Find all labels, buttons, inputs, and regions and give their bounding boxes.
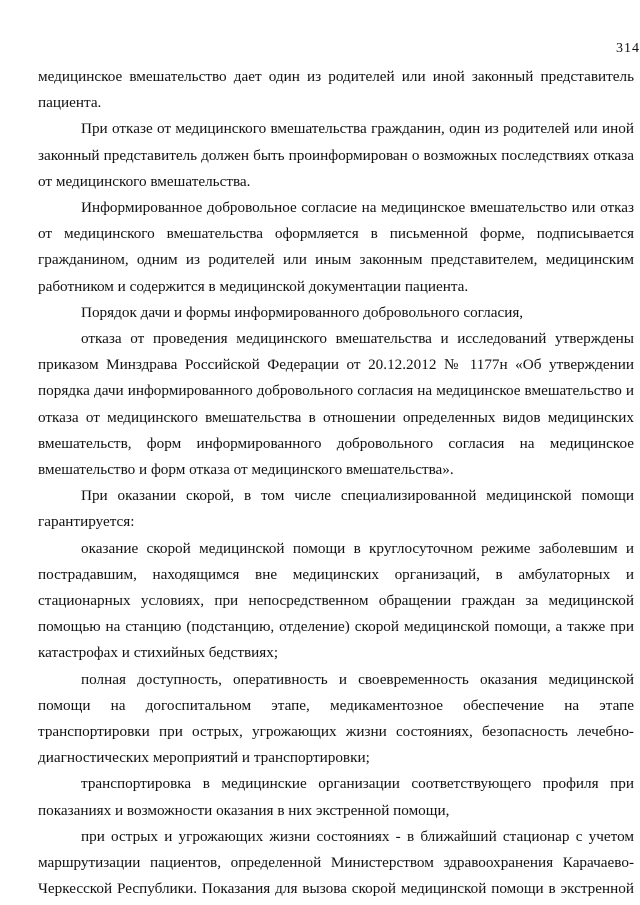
paragraph-consent-procedure: Порядок дачи и формы информированного добровольного согласия, [81,303,524,321]
paragraph-emergency-care-guarantees: При оказании скорой, в том числе специализированной медицинской помощи гарантируется: [38,487,634,531]
paragraph-informed-consent-form: Информированное добровольное согласие на медицинское вмешательство или отказ от медицинского вмешательства оформляется в письменной форме, подписывается гражданином, одним из родителей или иным законным представителем, медицинским работником и содержится в медицинской документации пациента. [38,199,634,295]
paragraph-availability: полная доступность, оперативность и своевременность оказания медицинской помощи на догоспитальном этапе, медикаментозное обеспечение на этапе транспортировки при острых, угрожающих жизни состояниях, безопасность лечебно-диагностических мероприятий и транспортировки; [38,670,634,767]
paragraph-refusal-information: При отказе от медицинского вмешательства гражданин, один из родителей или иной законный представитель должен быть проинформирован о возможных последствиях отказа от медицинского вмешательства. [38,120,634,190]
paragraph-transportation: транспортировка в медицинские организации соответствующего профиля при показаниях и возможности оказания в них экстренной помощи, [38,775,634,819]
page-number: 314 [616,41,640,56]
paragraph-consent-continuation: медицинское вмешательство дает один из родителей или иной законный представитель пациента. [38,68,634,112]
paragraph-ministry-order: отказа от проведения медицинского вмешательства и исследований утверждены приказом Минздрава Российской Федерации от 20.12.2012 № 1177н «Об утверждении порядка дачи информированного добровольного согласия на медицинское вмешательство и отказа от медицинского вмешательства в отношении определенных видов медицинских вмешательств, форм информированного добровольного согласия на медицинское вмешательство и форм отказа от медицинского вмешательства». [38,330,634,479]
paragraph-nearest-hospital: при острых и угрожающих жизни состояниях - в ближайший стационар с учетом маршрутизации пациентов, определенной Министерством здравоохранения Карачаево-Черкесской Республики. Показания для вызова скорой медицинской помощи в экстренной [38,827,634,898]
paragraph-round-the-clock-care: оказание скорой медицинской помощи в круглосуточном режиме заболевшим и пострадавшим, находящимся вне медицинских организаций, в амбулаторных и стационарных условиях, при непосредственном обращении граждан за медицинской помощью на станцию (подстанцию, отделение) скорой медицинской помощи, а также при катастрофах и стихийных бедствиях; [38,539,634,662]
document-body [38,64,634,903]
